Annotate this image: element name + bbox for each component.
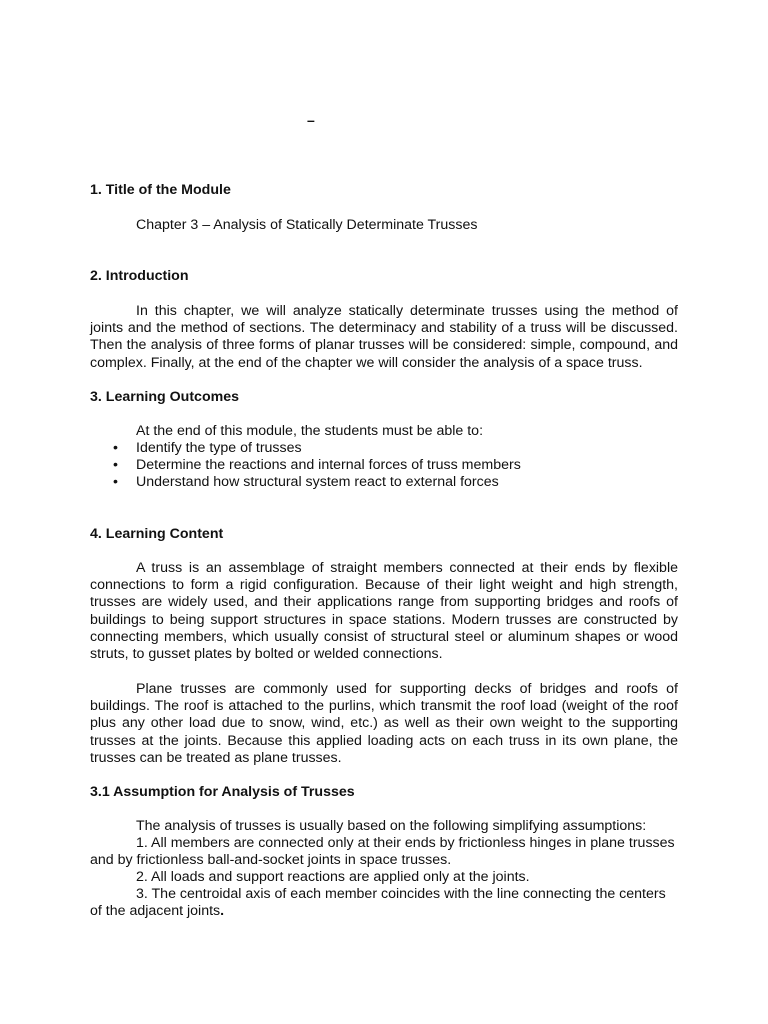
learning-outcomes-intro: At the end of this module, the students must be able to: (136, 423, 484, 439)
learning-content-paragraph-1: A truss is an assemblage of straight members connected at their ends by flexible connections to form a rigid configuration. Because of their light weight and high strength, trusses are widely used, and their applications range from supporting bridges and roofs of buildings to being support structures in space stations. Modern trusses are constructed by connecting members, which usually consist of structural steel or aluminum shapes or wood struts, to gusset plates by bolted or welded connections. (90, 560, 678, 663)
top-dash-mark: – (307, 112, 315, 128)
assumption-3-text: 3. The centroidal axis of each member coincides with the line connecting the centers of the adjacent joints (90, 886, 666, 920)
module-title: Chapter 3 – Analysis of Statically Determinate Trusses (136, 217, 478, 233)
section-4-heading: 4. Learning Content (90, 526, 224, 542)
learning-outcomes-list (90, 440, 521, 492)
learning-content-paragraph-2: Plane trusses are commonly used for supporting decks of bridges and roofs of buildings. The roof is attached to the purlins, which transmit the roof load (weight of the roof plus any other load due to snow, wind, etc.) as well as their own weight to the supporting trusses at the joints. Because this applied loading acts on each truss in its own plane, the trusses can be treated as plane trusses. (90, 681, 678, 766)
bullet-icon: • (113, 457, 118, 474)
list-item (90, 474, 521, 491)
assumption-2: 2. All loads and support reactions are applied only at the joints. (136, 869, 530, 885)
section-1-heading: 1. Title of the Module (90, 182, 231, 198)
assumption-3 (90, 886, 678, 920)
outcome-text: Identify the type of trusses (136, 440, 302, 456)
bullet-icon: • (113, 474, 118, 491)
assumption-1: 1. All members are connected only at their ends by frictionless hinges in plane trusses and by frictionless ball-and-socket joints in space trusses. (90, 835, 675, 869)
list-item (90, 457, 521, 474)
assumptions-intro: The analysis of trusses is usually based on the following simplifying assumptions: (136, 818, 647, 834)
section-3-1-heading: 3.1 Assumption for Analysis of Trusses (90, 784, 355, 800)
outcome-text: Determine the reactions and internal forces of truss members (136, 457, 521, 474)
assumption-3-period: . (220, 903, 225, 920)
section-2-heading: 2. Introduction (90, 268, 189, 284)
introduction-paragraph: In this chapter, we will analyze statically determinate trusses using the method of joints and the method of sections. The determinacy and stability of a truss will be discussed. Then the analysis of three forms of planar trusses will be considered: simple, compound, and complex. Finally, at the end of the chapter we will consider the analysis of a space truss. (90, 303, 678, 371)
section-3-heading: 3. Learning Outcomes (90, 389, 240, 405)
bullet-icon: • (113, 440, 118, 456)
list-item (90, 440, 521, 457)
outcome-text: Understand how structural system react to external forces (136, 474, 499, 491)
